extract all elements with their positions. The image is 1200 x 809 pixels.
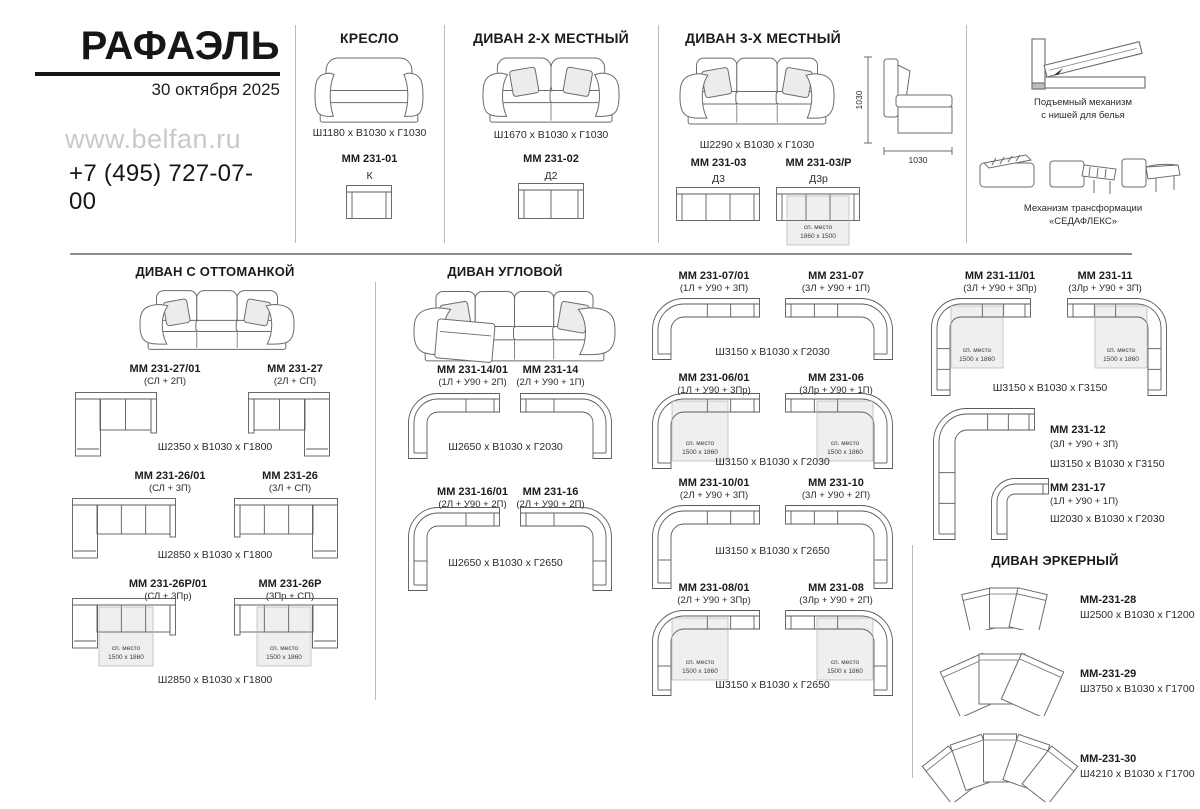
- schematic-mm-231-17: [991, 478, 1049, 540]
- model-label-group: [1045, 270, 1165, 294]
- section-title: ДИВАН С ОТТОМАНКОЙ: [135, 264, 295, 279]
- side-height-label: 1030: [854, 90, 864, 110]
- model-config: (СЛ + 3П): [148, 483, 192, 494]
- sedaflex-mechanism-drawing: [978, 147, 1183, 199]
- model-config: (1Л + У90 + 2П): [438, 377, 507, 388]
- model-config: (3Л + СП): [268, 483, 312, 494]
- schematic-mm-231-28: [957, 580, 1052, 630]
- section-sofa-2seat: [444, 25, 658, 243]
- model-config: (2Л + СП): [273, 376, 317, 387]
- model-label-group: [240, 363, 350, 387]
- model-label-group: [658, 477, 770, 501]
- model-config: (2Л + У90 + 1П): [516, 377, 585, 388]
- model-number: ММ 231-08: [808, 582, 864, 594]
- sedaflex-caption-line1: Механизм трансформации: [1023, 203, 1143, 214]
- sofa-2seat-drawing: [481, 53, 621, 125]
- lift-caption-line2: с нишей для белья: [1041, 110, 1125, 121]
- dimensions-text: Ш4210 х В1030 х Г1700: [1080, 768, 1195, 780]
- model-config: (3Лр + У90 + 3П): [1068, 283, 1142, 294]
- section-bay-sofa: [915, 548, 1200, 809]
- section-title: ДИВАН ЭРКЕРНЫЙ: [991, 553, 1119, 568]
- model-number: ММ 231-11/01: [964, 270, 1036, 282]
- model-config: (3Л + У90 + 3Пр): [963, 283, 1037, 294]
- svg-text:1860 х 1500: 1860 х 1500: [800, 233, 836, 240]
- divider-horizontal: [70, 253, 1132, 255]
- model-config: (2Л + У90 + 2П): [516, 499, 585, 510]
- svg-text:1500 х 1860: 1500 х 1860: [1103, 356, 1139, 363]
- module-code: Д3р: [809, 173, 828, 185]
- dimensions-text: Ш3150 х В1030 х Г2650: [715, 545, 830, 557]
- svg-text:1500 х 1860: 1500 х 1860: [827, 668, 863, 675]
- model-label-group: [658, 582, 770, 606]
- schematic-mm-231-26r: [234, 598, 338, 668]
- model-number: ММ-231-28: [1080, 594, 1137, 606]
- dimensions-text: Ш2850 х В1030 х Г1800: [157, 674, 273, 686]
- section-corner-sofa-right: [915, 262, 1200, 547]
- svg-text:1500 х 1860: 1500 х 1860: [959, 356, 995, 363]
- model-number: ММ 231-01: [341, 153, 398, 165]
- dimensions-text: Ш3150 х В1030 х Г2030: [715, 456, 830, 468]
- model-config: (3Л + У90 + 3П): [1050, 439, 1119, 450]
- model-number: ММ-231-29: [1080, 668, 1137, 680]
- model-number: ММ 231-16: [522, 486, 579, 498]
- corner-sofa-drawing: [412, 286, 617, 364]
- svg-text:1500 х 1860: 1500 х 1860: [108, 654, 144, 661]
- schematic-mm-231-03r: [776, 187, 860, 247]
- divider-v6: [912, 545, 913, 778]
- section-corner-sofa: [380, 262, 910, 702]
- sofa-3seat-drawing: [678, 53, 836, 127]
- model-number: ММ 231-11: [1077, 270, 1133, 282]
- model-config: (1Л + У90 + 3П): [679, 283, 749, 294]
- dimensions-text: Ш1670 х В1030 х Г1030: [493, 129, 609, 141]
- model-number: ММ 231-17: [1050, 482, 1106, 494]
- model-label-group: [1050, 482, 1195, 525]
- website-text: www.belfan.ru: [65, 124, 242, 154]
- model-config: (3Пр + СП): [265, 591, 315, 602]
- schematic-mm-231-16-01: [408, 507, 500, 591]
- model-number: ММ 231-07/01: [678, 270, 750, 282]
- brand-title: РАФАЭЛЬ: [80, 24, 280, 68]
- model-config: (3Л + У90 + 1П): [801, 283, 871, 294]
- side-depth-label: 1030: [908, 155, 928, 165]
- divider-v5: [375, 282, 376, 700]
- header-block: [35, 22, 280, 215]
- model-number: ММ 231-26Р/01: [128, 578, 208, 590]
- model-number: ММ 231-27/01: [129, 363, 201, 375]
- dimensions-text: Ш2030 х В1030 х Г2030: [1050, 513, 1165, 525]
- phone-number: +7 (495) 727-07-00: [69, 160, 254, 215]
- dimensions-text: Ш2500 х В1030 х Г1200: [1080, 609, 1195, 621]
- model-config: (2Л + У90 + 3П): [679, 490, 749, 501]
- dimensions-text: Ш3150 х В1030 х Г2030: [715, 346, 830, 358]
- section-title: КРЕСЛО: [340, 30, 399, 46]
- model-number: ММ 231-12: [1050, 424, 1106, 436]
- section-title: ДИВАН 3-Х МЕСТНЫЙ: [685, 30, 841, 46]
- model-label-group: [780, 477, 892, 501]
- ottoman-sofa-drawing: [138, 286, 296, 352]
- model-number: ММ 231-26/01: [134, 470, 206, 482]
- model-label-group: [780, 270, 892, 294]
- svg-text:сп. место: сп. место: [830, 659, 860, 666]
- model-label-group: [658, 270, 770, 294]
- model-number: ММ 231-10: [808, 477, 864, 489]
- dimensions-text: Ш3150 х В1030 х Г3150: [1050, 458, 1165, 470]
- armchair-drawing: [313, 53, 425, 125]
- svg-text:сп. место: сп. место: [269, 645, 299, 652]
- model-config: (СЛ + 3Пр): [144, 591, 192, 602]
- lift-caption-line1: Подъемный механизм: [1034, 97, 1132, 108]
- sedaflex-caption-line2: «СЕДАФЛЕКС»: [1049, 216, 1117, 227]
- svg-text:сп. место: сп. место: [830, 440, 860, 447]
- dimensions-text: Ш3750 х В1030 х Г1700: [1080, 683, 1195, 695]
- section-mechanisms: [966, 25, 1200, 243]
- model-config: (СЛ + 2П): [143, 376, 187, 387]
- model-number: ММ-231-30: [1080, 753, 1137, 765]
- section-armchair: [295, 25, 444, 243]
- svg-text:сп. место: сп. место: [685, 440, 715, 447]
- module-code: Д3: [712, 173, 725, 185]
- model-label-group: [498, 364, 603, 388]
- dimensions-text: Ш2350 х В1030 х Г1800: [157, 441, 273, 453]
- section-ottoman-sofa: [70, 262, 370, 702]
- model-label-group: [940, 270, 1060, 294]
- svg-text:сп. место: сп. место: [1106, 347, 1136, 354]
- brand-underline: [35, 72, 280, 76]
- dimensions-text: Ш2290 х В1030 х Г1030: [699, 139, 815, 151]
- svg-text:сп. место: сп. место: [685, 659, 715, 666]
- model-number: ММ 231-06: [808, 372, 864, 384]
- schematic-mm-231-02: [518, 183, 584, 219]
- model-config: (1Л + У90 + 3Пр): [677, 385, 751, 396]
- model-number: ММ 231-14: [522, 364, 579, 376]
- schematic-mm-231-16: [520, 507, 612, 591]
- dimensions-text: Ш2850 х В1030 х Г1800: [157, 549, 273, 561]
- dimensions-text: Ш3150 х В1030 х Г3150: [992, 382, 1108, 394]
- model-label-group: [115, 470, 225, 494]
- model-number: ММ 231-07: [808, 270, 864, 282]
- model-config: (2Л + У90 + 2П): [438, 499, 507, 510]
- model-number: ММ 231-26: [262, 470, 318, 482]
- model-number: ММ 231-06/01: [678, 372, 750, 384]
- model-config: (1Л + У90 + 1П): [1050, 496, 1119, 507]
- schematic-mm-231-30: [919, 726, 1081, 802]
- model-label-group: [110, 363, 220, 387]
- module-code: Д2: [544, 170, 558, 182]
- svg-text:сп. место: сп. место: [962, 347, 992, 354]
- dimensions-text: Ш2650 х В1030 х Г2650: [448, 557, 563, 569]
- section-title: ДИВАН УГЛОВОЙ: [447, 264, 563, 279]
- model-label-group: [235, 470, 345, 494]
- model-config: (3Лр + У90 + 1П): [799, 385, 873, 396]
- sofa-side-view: [854, 51, 962, 165]
- svg-text:1500 х 1860: 1500 х 1860: [827, 449, 863, 456]
- model-label-group: [780, 582, 892, 606]
- svg-text:1500 х 1860: 1500 х 1860: [266, 654, 302, 661]
- model-number: ММ 231-14/01: [437, 364, 508, 376]
- schematic-mm-231-01: [346, 185, 392, 219]
- lift-mechanism-drawing: [1024, 33, 1150, 95]
- model-number: ММ 231-26Р: [258, 578, 322, 590]
- model-number: ММ 231-16/01: [437, 486, 508, 498]
- section-sofa-3seat: [658, 25, 966, 250]
- model-label-group: [1050, 424, 1195, 470]
- svg-text:1500 х 1860: 1500 х 1860: [682, 668, 718, 675]
- model-number: ММ 231-10/01: [678, 477, 750, 489]
- svg-text:сп. место: сп. место: [803, 224, 833, 231]
- catalog-date: 30 октября 2025: [151, 80, 280, 99]
- model-number: ММ 231-03/Р: [785, 157, 852, 169]
- section-title: ДИВАН 2-Х МЕСТНЫЙ: [473, 30, 629, 46]
- module-code: К: [366, 170, 373, 182]
- model-config: (3Лр + У90 + 2П): [799, 595, 873, 606]
- dimensions-text: Ш1180 х В1030 х Г1030: [312, 127, 427, 139]
- schematic-mm-231-29: [927, 646, 1077, 716]
- dimensions-text: Ш2650 х В1030 х Г2030: [448, 441, 563, 453]
- model-number: ММ 231-03: [690, 157, 747, 169]
- model-config: (2Л + У90 + 3Пр): [677, 595, 751, 606]
- svg-text:сп. место: сп. место: [111, 645, 141, 652]
- model-number: ММ 231-27: [267, 363, 323, 375]
- schematic-mm-231-03: [676, 187, 760, 221]
- svg-text:1500 х 1860: 1500 х 1860: [682, 449, 718, 456]
- schematic-mm-231-26r-01: [72, 598, 176, 668]
- model-config: (3Л + У90 + 2П): [801, 490, 871, 501]
- model-number: ММ 231-02: [523, 153, 579, 165]
- model-number: ММ 231-08/01: [678, 582, 750, 594]
- dimensions-text: Ш3150 х В1030 х Г2650: [715, 679, 830, 691]
